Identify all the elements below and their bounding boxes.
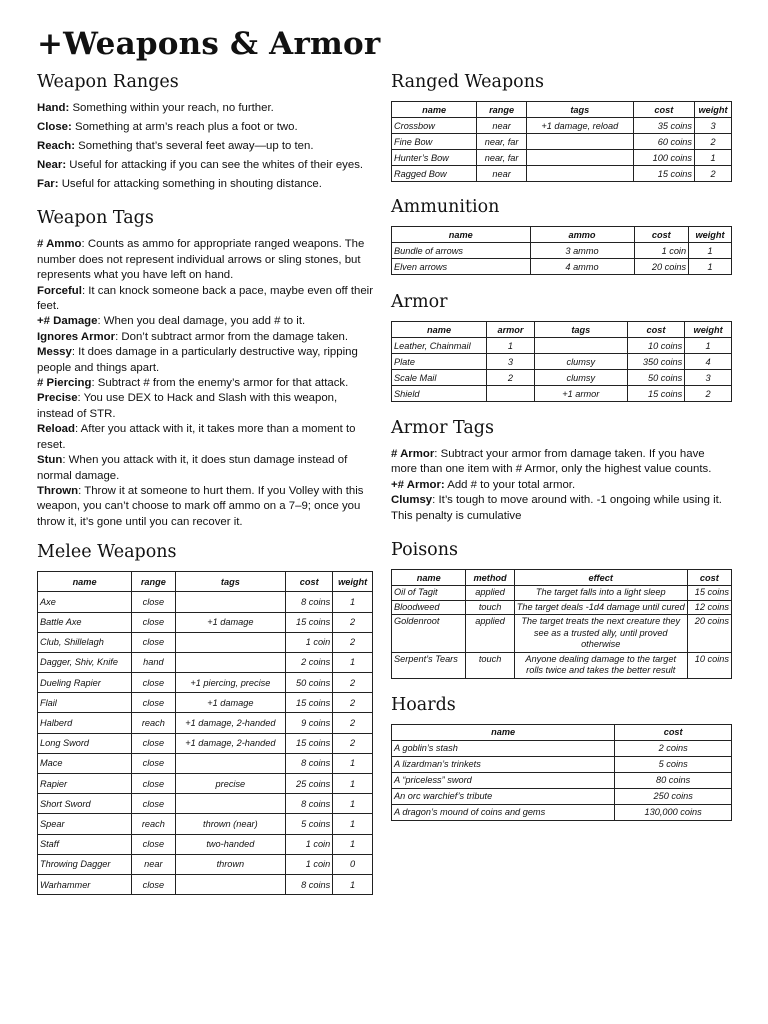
- table-row: [38, 774, 373, 794]
- table-header-row: [392, 724, 732, 740]
- definition-term: +# Damage: [37, 315, 98, 328]
- table-cell: hand: [132, 652, 175, 672]
- table-cell: Long Sword: [38, 733, 132, 753]
- definition-item: [37, 101, 373, 116]
- column-header: ammo: [530, 227, 634, 243]
- table-cell: 8 coins: [286, 794, 333, 814]
- table-cell: 1: [333, 592, 373, 612]
- table-cell: +1 damage, 2-handed: [175, 733, 286, 753]
- definition-item: [391, 478, 732, 493]
- table-cell: +1 armor: [534, 386, 627, 402]
- table-cell: close: [132, 794, 175, 814]
- table-row: [392, 652, 732, 678]
- table-cell: 2: [333, 612, 373, 632]
- table-cell: 100 coins: [633, 150, 694, 166]
- table-cell: 15 coins: [627, 386, 684, 402]
- armor-tags-heading: Armor Tags: [391, 418, 494, 438]
- table-cell: 25 coins: [286, 774, 333, 794]
- table-cell: An orc warchief’s tribute: [392, 788, 615, 804]
- table-cell: close: [132, 733, 175, 753]
- table-cell: 1: [695, 150, 732, 166]
- column-header: cost: [286, 572, 333, 592]
- weapon-tags-section: [37, 206, 373, 530]
- table-row: [38, 834, 373, 854]
- table-cell: The target falls into a light sleep: [514, 586, 687, 601]
- table-row: [38, 814, 373, 834]
- table-row: [392, 134, 732, 150]
- column-header: name: [392, 322, 487, 338]
- left-column: [37, 70, 373, 895]
- table-row: [38, 874, 373, 894]
- hoards-table: [391, 724, 732, 821]
- definition-text: Useful for attacking if you can see the whites of their eyes.: [66, 159, 364, 171]
- ranged-weapons-section: [391, 70, 732, 182]
- table-row: [38, 693, 373, 713]
- table-cell: 1: [333, 794, 373, 814]
- table-cell: 2: [333, 713, 373, 733]
- definition-text: : Don’t subtract armor from the damage taken.: [115, 330, 349, 343]
- table-cell: 2: [685, 386, 732, 402]
- table-cell: Shield: [392, 386, 487, 402]
- column-header: armor: [487, 322, 535, 338]
- column-header: weight: [695, 102, 732, 118]
- table-cell: close: [132, 693, 175, 713]
- table-row: [38, 652, 373, 672]
- table-cell: Throwing Dagger: [38, 854, 132, 874]
- table-cell: 10 coins: [627, 338, 684, 354]
- table-header-row: [392, 570, 732, 586]
- definition-item: [37, 120, 373, 135]
- table-cell: 1 coin: [286, 834, 333, 854]
- table-row: [392, 166, 732, 182]
- table-cell: Serpent’s Tears: [392, 652, 466, 678]
- column-header: tags: [534, 322, 627, 338]
- definition-text: : When you deal damage, you add # to it.: [97, 315, 306, 328]
- table-cell: applied: [466, 615, 514, 653]
- table-row: [38, 592, 373, 612]
- definition-item: [37, 453, 373, 484]
- weapon-ranges-section: [37, 70, 373, 192]
- table-cell: Ragged Bow: [392, 166, 477, 182]
- table-row: [392, 386, 732, 402]
- table-cell: 3 ammo: [530, 243, 634, 259]
- column-header: cost: [627, 322, 684, 338]
- definition-item: [391, 493, 732, 524]
- table-cell: 80 coins: [615, 772, 732, 788]
- table-cell: reach: [132, 713, 175, 733]
- table-row: [392, 370, 732, 386]
- table-cell: 8 coins: [286, 592, 333, 612]
- table-row: [392, 118, 732, 134]
- column-header: cost: [633, 102, 694, 118]
- definition-item: [37, 422, 373, 453]
- definition-term: Messy: [37, 346, 72, 359]
- definition-term: # Ammo: [37, 238, 82, 251]
- armor-table: [391, 321, 732, 402]
- column-header: effect: [514, 570, 687, 586]
- table-cell: 1: [689, 243, 732, 259]
- table-cell: 15 coins: [633, 166, 694, 182]
- table-cell: Crossbow: [392, 118, 477, 134]
- hoards-section: [391, 693, 732, 821]
- weapon-ranges-heading: Weapon Ranges: [37, 72, 179, 92]
- table-row: [38, 753, 373, 773]
- table-cell: A dragon’s mound of coins and gems: [392, 804, 615, 820]
- table-cell: Dueling Rapier: [38, 673, 132, 693]
- table-header-row: [38, 572, 373, 592]
- column-header: range: [477, 102, 527, 118]
- table-cell: Leather, Chainmail: [392, 338, 487, 354]
- table-cell: 2 coins: [615, 740, 732, 756]
- definition-text: : Subtract # from the enemy’s armor for that attack.: [91, 377, 349, 390]
- table-cell: close: [132, 834, 175, 854]
- column-header: method: [466, 570, 514, 586]
- definition-item: [37, 237, 373, 283]
- table-cell: Halberd: [38, 713, 132, 733]
- table-cell: A lizardman’s trinkets: [392, 756, 615, 772]
- table-cell: Short Sword: [38, 794, 132, 814]
- table-cell: near, far: [477, 134, 527, 150]
- definition-text: : Subtract your armor from damage taken. If you have more than one item with # Armor, only the highest value counts.: [391, 448, 712, 476]
- armor-section: [391, 290, 732, 402]
- melee-weapons-heading: Melee Weapons: [37, 542, 177, 563]
- definition-term: Near:: [37, 159, 67, 171]
- armor-tags-section: [391, 416, 732, 524]
- table-header-row: [392, 322, 732, 338]
- definition-text: : After you attack with it, it takes more than a moment to reset.: [37, 423, 356, 451]
- table-row: [392, 354, 732, 370]
- definition-term: Reach:: [37, 140, 75, 152]
- definition-item: [37, 330, 373, 345]
- table-cell: two-handed: [175, 834, 286, 854]
- table-cell: 15 coins: [286, 733, 333, 753]
- definition-text: Something at arm’s reach plus a foot or two.: [71, 121, 298, 133]
- table-row: [392, 600, 732, 615]
- poisons-section: [391, 538, 732, 679]
- table-cell: 2: [333, 673, 373, 693]
- table-cell: 2: [695, 166, 732, 182]
- table-cell: Mace: [38, 753, 132, 773]
- table-cell: 3: [487, 354, 535, 370]
- table-cell: 12 coins: [687, 600, 731, 615]
- definition-text: Something within your reach, no further.: [69, 102, 274, 114]
- table-cell: [175, 794, 286, 814]
- table-cell: touch: [466, 600, 514, 615]
- table-cell: [526, 150, 633, 166]
- table-cell: Rapier: [38, 774, 132, 794]
- definition-item: [37, 158, 373, 173]
- table-cell: precise: [175, 774, 286, 794]
- right-column: [391, 70, 732, 821]
- table-header-row: [392, 102, 732, 118]
- definition-term: # Piercing: [37, 377, 92, 390]
- definition-text: : You use DEX to Hack and Slash with this weapon, instead of STR.: [37, 392, 338, 420]
- definition-text: : Counts as ammo for appropriate ranged weapons. The number does not represent individual arrows or sling stones, but represents what you have left on hand.: [37, 238, 365, 282]
- table-cell: 5 coins: [286, 814, 333, 834]
- table-cell: The target deals -1d4 damage until cured: [514, 600, 687, 615]
- definition-text: : It can knock someone back a pace, maybe even off their feet.: [37, 284, 373, 313]
- table-cell: Bundle of arrows: [392, 243, 531, 259]
- table-row: [392, 756, 732, 772]
- definition-term: Far:: [37, 178, 59, 190]
- armor-heading: Armor: [391, 292, 448, 312]
- table-cell: Battle Axe: [38, 612, 132, 632]
- melee-weapons-table: [37, 571, 373, 895]
- column-header: tags: [175, 572, 286, 592]
- table-cell: reach: [132, 814, 175, 834]
- table-cell: 1 coin: [286, 632, 333, 652]
- table-cell: The target treats the next creature they see as a trusted ally, until proved otherwise: [514, 615, 687, 653]
- table-cell: [526, 134, 633, 150]
- table-row: [38, 713, 373, 733]
- definition-term: Thrown: [37, 484, 79, 497]
- column-header: weight: [333, 572, 373, 592]
- table-cell: Staff: [38, 834, 132, 854]
- ranged-weapons-heading: Ranged Weapons: [391, 72, 544, 92]
- definition-item: [37, 345, 373, 376]
- definition-item: [37, 391, 373, 422]
- table-cell: 15 coins: [286, 612, 333, 632]
- table-cell: 1: [333, 652, 373, 672]
- weapon-tags-heading: Weapon Tags: [37, 208, 154, 229]
- definition-term: +# Armor:: [391, 478, 445, 491]
- table-cell: Anyone dealing damage to the target rolls twice and takes the better result: [514, 652, 687, 678]
- table-row: [392, 788, 732, 804]
- table-cell: +1 damage: [175, 693, 286, 713]
- table-row: [392, 243, 732, 259]
- table-cell: 1 coin: [634, 243, 689, 259]
- column-header: name: [392, 102, 477, 118]
- table-cell: near: [132, 854, 175, 874]
- table-cell: A goblin’s stash: [392, 740, 615, 756]
- table-cell: [175, 592, 286, 612]
- table-cell: 1: [333, 874, 373, 894]
- table-cell: thrown: [175, 854, 286, 874]
- table-cell: Axe: [38, 592, 132, 612]
- table-cell: Hunter’s Bow: [392, 150, 477, 166]
- table-cell: +1 piercing, precise: [175, 673, 286, 693]
- poisons-heading: Poisons: [391, 540, 458, 561]
- table-cell: close: [132, 753, 175, 773]
- ranged-weapons-table: [391, 101, 732, 182]
- table-cell: 5 coins: [615, 756, 732, 772]
- table-cell: 2: [487, 370, 535, 386]
- table-row: [38, 794, 373, 814]
- table-row: [38, 733, 373, 753]
- definition-term: # Armor: [391, 448, 435, 460]
- table-row: [392, 740, 732, 756]
- definition-text: Add # to your total armor.: [444, 478, 576, 491]
- definition-text: Useful for attacking something in shouting distance.: [58, 178, 322, 190]
- definition-term: Close:: [37, 121, 72, 133]
- table-cell: applied: [466, 586, 514, 601]
- definition-term: Ignores Armor: [37, 330, 116, 343]
- table-cell: clumsy: [534, 370, 627, 386]
- table-header-row: [392, 227, 732, 243]
- table-cell: close: [132, 632, 175, 652]
- table-cell: [526, 166, 633, 182]
- table-cell: Scale Mail: [392, 370, 487, 386]
- definition-text: : It’s tough to move around with. -1 ongoing while using it. This penalty is cumulative: [391, 494, 722, 522]
- definition-item: [37, 139, 373, 154]
- table-cell: 20 coins: [634, 259, 689, 275]
- column-header: name: [392, 724, 615, 740]
- hoards-heading: Hoards: [391, 694, 456, 715]
- table-row: [392, 615, 732, 653]
- table-cell: 2: [333, 632, 373, 652]
- poisons-table: [391, 569, 732, 679]
- table-cell: Oil of Tagit: [392, 586, 466, 601]
- weapon-tags-list: [37, 237, 373, 530]
- definition-item: [37, 284, 373, 315]
- column-header: name: [392, 570, 466, 586]
- table-row: [392, 804, 732, 820]
- table-cell: 1: [689, 259, 732, 275]
- table-cell: Dagger, Shiv, Knife: [38, 652, 132, 672]
- table-cell: Flail: [38, 693, 132, 713]
- definition-term: Hand:: [37, 102, 70, 114]
- table-cell: 8 coins: [286, 874, 333, 894]
- column-header: name: [38, 572, 132, 592]
- table-cell: touch: [466, 652, 514, 678]
- table-cell: [175, 753, 286, 773]
- table-cell: close: [132, 673, 175, 693]
- table-cell: Club, Shillelagh: [38, 632, 132, 652]
- column-header: cost: [615, 724, 732, 740]
- page-title: +Weapons & Armor: [37, 26, 381, 62]
- melee-weapons-section: [37, 540, 373, 895]
- table-cell: 20 coins: [687, 615, 731, 653]
- definition-item: [391, 447, 732, 478]
- table-cell: Fine Bow: [392, 134, 477, 150]
- table-cell: 35 coins: [633, 118, 694, 134]
- table-cell: 1: [487, 338, 535, 354]
- table-cell: [175, 874, 286, 894]
- column-header: range: [132, 572, 175, 592]
- table-cell: 350 coins: [627, 354, 684, 370]
- table-row: [392, 586, 732, 601]
- definition-item: [37, 376, 373, 391]
- definition-term: Clumsy: [391, 494, 433, 507]
- table-cell: 9 coins: [286, 713, 333, 733]
- table-cell: near: [477, 166, 527, 182]
- definition-term: Stun: [37, 454, 63, 467]
- table-cell: +1 damage: [175, 612, 286, 632]
- ammunition-section: [391, 195, 732, 275]
- weapon-ranges-list: [37, 101, 373, 192]
- table-cell: 4 ammo: [530, 259, 634, 275]
- table-cell: 15 coins: [286, 693, 333, 713]
- column-header: name: [392, 227, 531, 243]
- table-row: [392, 259, 732, 275]
- table-cell: [534, 338, 627, 354]
- column-header: cost: [687, 570, 731, 586]
- table-cell: [175, 632, 286, 652]
- definition-text: : Throw it at someone to hurt them. If you Volley with this weapon, you can’t choose to mark off ammo on a 7–9; once you throw it, it’s gone until you can recover it.: [37, 484, 364, 528]
- table-cell: Warhammer: [38, 874, 132, 894]
- table-cell: 2 coins: [286, 652, 333, 672]
- table-cell: 4: [685, 354, 732, 370]
- definition-term: Forceful: [37, 284, 82, 297]
- table-row: [38, 854, 373, 874]
- definition-item: [37, 484, 373, 530]
- table-row: [38, 612, 373, 632]
- table-row: [38, 632, 373, 652]
- table-cell: 0: [333, 854, 373, 874]
- table-cell: 250 coins: [615, 788, 732, 804]
- table-cell: Bloodweed: [392, 600, 466, 615]
- table-cell: 3: [685, 370, 732, 386]
- table-cell: 8 coins: [286, 753, 333, 773]
- column-header: tags: [526, 102, 633, 118]
- ammunition-table: [391, 226, 732, 275]
- table-cell: Elven arrows: [392, 259, 531, 275]
- column-header: cost: [634, 227, 689, 243]
- table-cell: 1: [333, 753, 373, 773]
- table-cell: 130,000 coins: [615, 804, 732, 820]
- column-header: weight: [685, 322, 732, 338]
- table-cell: [175, 652, 286, 672]
- definition-term: Precise: [37, 392, 78, 405]
- table-cell: +1 damage, 2-handed: [175, 713, 286, 733]
- table-cell: close: [132, 774, 175, 794]
- table-cell: 1: [333, 834, 373, 854]
- table-cell: close: [132, 874, 175, 894]
- table-cell: 50 coins: [286, 673, 333, 693]
- definition-text: : It does damage in a particularly destructive way, ripping people and things apart.: [37, 346, 358, 374]
- table-cell: 1 coin: [286, 854, 333, 874]
- table-cell: 2: [333, 693, 373, 713]
- table-cell: 10 coins: [687, 652, 731, 678]
- table-cell: 2: [695, 134, 732, 150]
- ammunition-heading: Ammunition: [391, 197, 500, 217]
- table-cell: +1 damage, reload: [526, 118, 633, 134]
- definition-item: [37, 314, 373, 329]
- table-cell: 2: [333, 733, 373, 753]
- armor-tags-list: [391, 447, 732, 524]
- table-cell: Goldenroot: [392, 615, 466, 653]
- definition-term: Reload: [37, 423, 75, 436]
- definition-item: [37, 177, 373, 192]
- table-cell: thrown (near): [175, 814, 286, 834]
- table-cell: Plate: [392, 354, 487, 370]
- table-cell: 1: [333, 814, 373, 834]
- table-cell: 1: [333, 774, 373, 794]
- table-row: [392, 772, 732, 788]
- table-cell: A “priceless” sword: [392, 772, 615, 788]
- definition-text: Something that’s several feet away—up to ten.: [74, 140, 314, 152]
- table-cell: near: [477, 118, 527, 134]
- table-cell: 1: [685, 338, 732, 354]
- table-row: [392, 150, 732, 166]
- table-cell: near, far: [477, 150, 527, 166]
- definition-text: : When you attack with it, it does stun damage instead of normal damage.: [37, 454, 348, 482]
- table-row: [392, 338, 732, 354]
- table-cell: 15 coins: [687, 586, 731, 601]
- table-cell: close: [132, 612, 175, 632]
- table-cell: 50 coins: [627, 370, 684, 386]
- table-cell: [487, 386, 535, 402]
- table-cell: Spear: [38, 814, 132, 834]
- table-cell: close: [132, 592, 175, 612]
- table-row: [38, 673, 373, 693]
- table-cell: 60 coins: [633, 134, 694, 150]
- table-cell: clumsy: [534, 354, 627, 370]
- table-cell: 3: [695, 118, 732, 134]
- column-header: weight: [689, 227, 732, 243]
